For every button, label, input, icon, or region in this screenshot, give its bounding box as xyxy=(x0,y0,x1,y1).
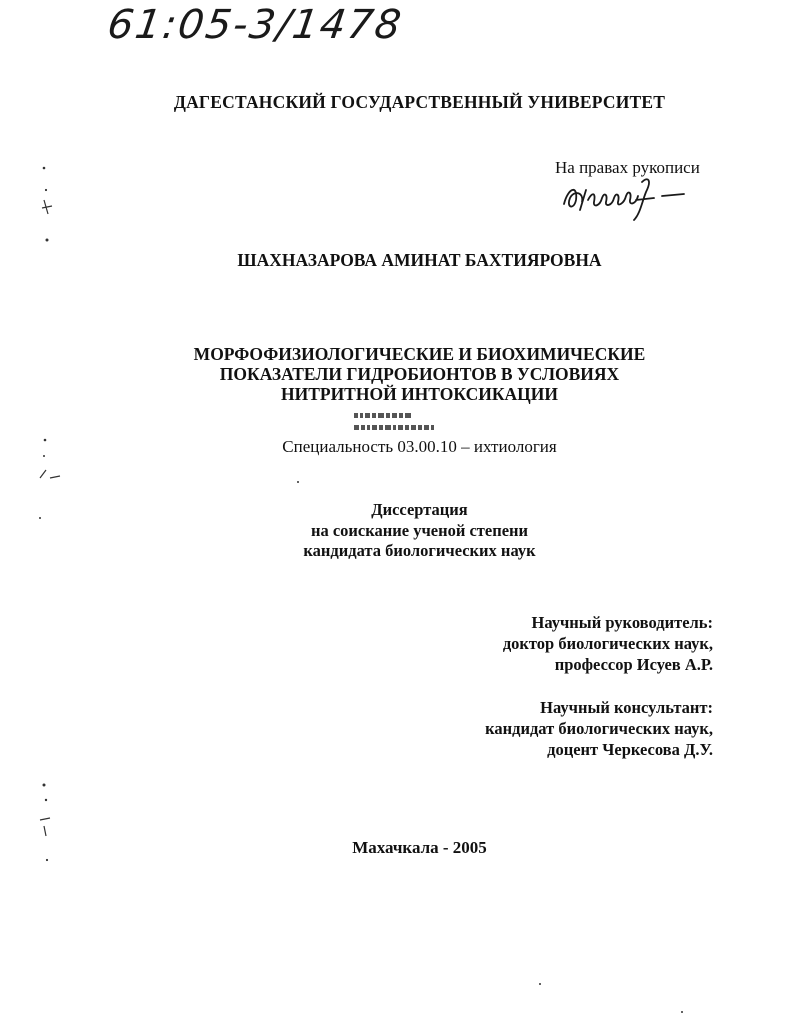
scientific-supervisor xyxy=(503,612,713,675)
manuscript-rights-label: На правах рукописи xyxy=(555,158,700,177)
degree-line: на соискание ученой степени xyxy=(310,520,529,540)
city-and-year: Махачкала - 2005 xyxy=(352,838,487,857)
scientific-consultant xyxy=(485,697,713,760)
dissertation-title xyxy=(22,344,795,404)
degree-line: Диссертация xyxy=(371,500,468,519)
title-line: НИТРИТНОЙ ИНТОКСИКАЦИИ xyxy=(280,384,559,404)
supervisor-line: Научный руководитель: xyxy=(531,613,713,632)
degree-line: кандидата биологических наук xyxy=(303,541,536,560)
consultant-line: доцент Черкесова Д.У. xyxy=(547,740,713,759)
title-line: ПОКАЗАТЕЛИ ГИДРОБИОНТОВ В УСЛОВИЯХ xyxy=(219,364,620,384)
consultant-line: кандидат биологических наук, xyxy=(485,719,713,738)
degree-statement xyxy=(22,500,795,562)
consultant-line: Научный консультант: xyxy=(540,698,713,717)
title-line: МОРФОФИЗИОЛОГИЧЕСКИЕ И БИОХИМИЧЕСКИЕ xyxy=(193,344,646,364)
author-signature xyxy=(558,170,688,222)
specialty-line: Специальность 03.00.10 – ихтиология xyxy=(282,437,557,456)
handwritten-catalog-number: 61:05-3/1478 xyxy=(104,2,406,48)
supervisor-line: доктор биологических наук, xyxy=(502,634,713,653)
supervisor-line: профессор Исуев А.Р. xyxy=(554,655,713,674)
university-name: ДАГЕСТАНСКИЙ ГОСУДАРСТВЕННЫЙ УНИВЕРСИТЕТ xyxy=(173,92,666,112)
library-stamp xyxy=(352,410,442,436)
author-name: ШАХНАЗАРОВА АМИНАТ БАХТИЯРОВНА xyxy=(237,250,602,270)
